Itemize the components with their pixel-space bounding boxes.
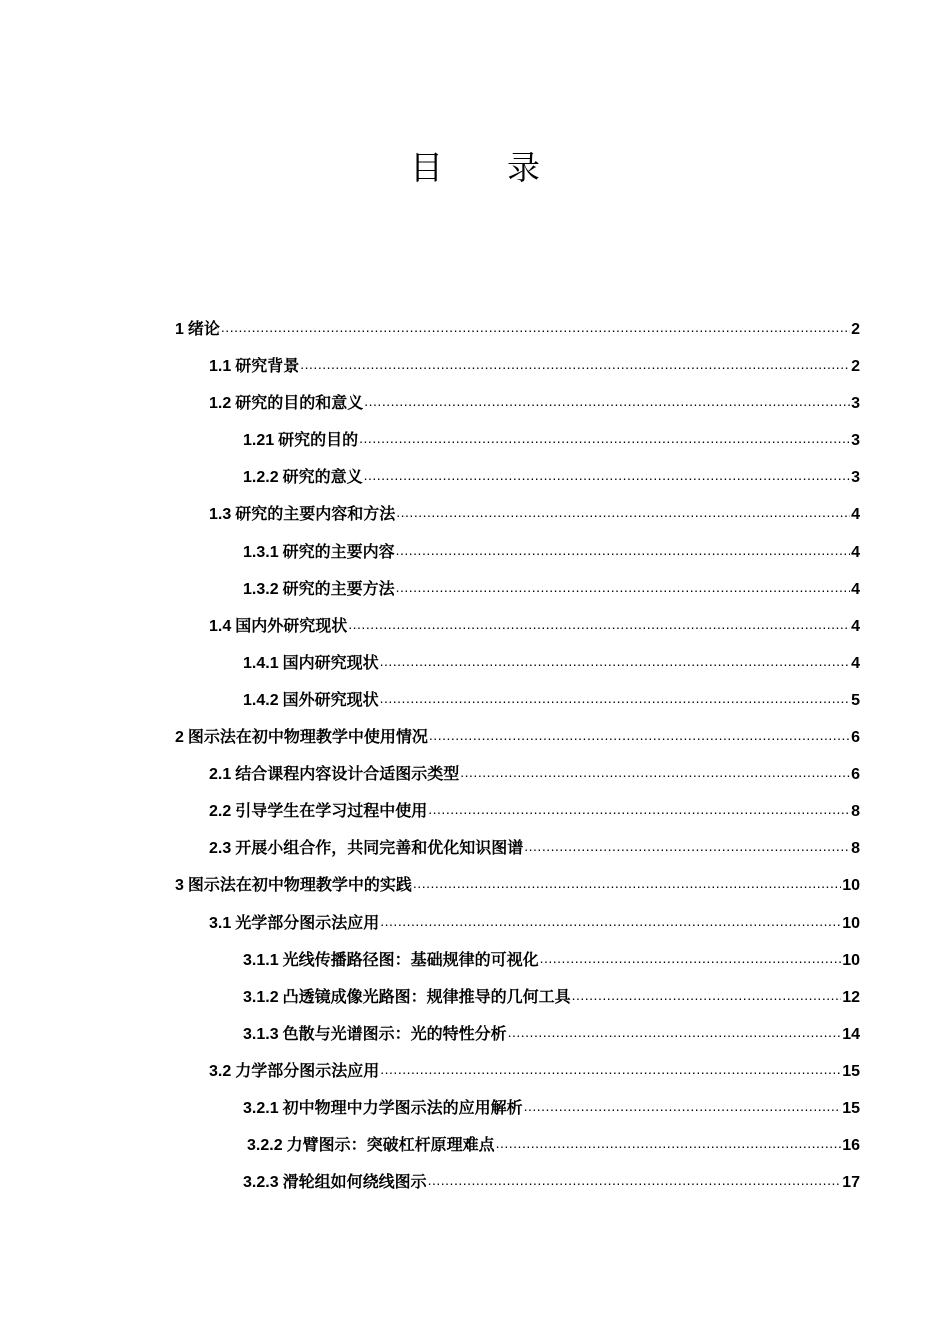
dot-leader (524, 837, 850, 853)
toc-entry-1-4-1[interactable]: 1.4.1 国内研究现状 ..... 4 (175, 652, 860, 689)
toc-entry-2-1[interactable]: 2.1 结合课程内容设计合适图示类型 ..... 6 (175, 763, 860, 800)
toc-entry-3-1-2[interactable]: 3.1.2 凸透镜成像光路图：规律推导的几何工具 ..... 12 (175, 986, 860, 1023)
dot-leader (524, 1097, 842, 1113)
dot-leader (380, 912, 841, 928)
toc-entry-3-1-1[interactable]: 3.1.1 光线传播路径图：基础规律的可视化 ..... 10 (175, 949, 860, 986)
dot-leader (396, 578, 850, 594)
toc-entry-3-1[interactable]: 3.1 光学部分图示法应用 ..... 10 (175, 912, 860, 949)
toc-entry-1-4-2[interactable]: 1.4.2 国外研究现状 ..... 5 (175, 689, 860, 726)
toc-entry-1[interactable]: 1 绪论 ..... 2 (175, 318, 860, 355)
dot-leader (300, 355, 850, 371)
dot-leader (380, 1060, 841, 1076)
dot-leader (364, 466, 850, 482)
dot-leader (364, 392, 850, 408)
table-of-contents (175, 318, 860, 1208)
toc-entry-3-2-2[interactable]: 3.2.2 力臂图示：突破杠杆原理难点 ..... 16 (175, 1134, 860, 1171)
toc-entry-3-2-3[interactable]: 3.2.3 滑轮组如何绕线图示 ..... 17 (175, 1171, 860, 1208)
page-title (0, 142, 950, 189)
dot-leader (460, 763, 850, 779)
dot-leader (428, 800, 850, 816)
dot-leader (508, 1023, 842, 1039)
toc-entry-1-1[interactable]: 1.1 研究背景 ..... 2 (175, 355, 860, 392)
dot-leader (221, 318, 850, 334)
dot-leader (348, 615, 850, 631)
dot-leader (380, 689, 850, 705)
toc-entry-1-3-2[interactable]: 1.3.2 研究的主要方法 ..... 4 (175, 578, 860, 615)
dot-leader (359, 429, 850, 445)
toc-entry-1-4[interactable]: 1.4 国内外研究现状 ..... 4 (175, 615, 860, 652)
toc-entry-1-3-1[interactable]: 1.3.1 研究的主要内容 ..... 4 (175, 541, 860, 578)
dot-leader (396, 503, 850, 519)
toc-entry-3-1-3[interactable]: 3.1.3 色散与光谱图示：光的特性分析 ..... 14 (175, 1023, 860, 1060)
dot-leader (540, 949, 842, 965)
toc-entry-1-2-2[interactable]: 1.2.2 研究的意义 ..... 3 (175, 466, 860, 503)
dot-leader (428, 1171, 842, 1187)
toc-entry-3-2-1[interactable]: 3.2.1 初中物理中力学图示法的应用解析 ..... 15 (175, 1097, 860, 1134)
toc-entry-3-2[interactable]: 3.2 力学部分图示法应用 ..... 15 (175, 1060, 860, 1097)
dot-leader (380, 652, 850, 668)
toc-entry-2[interactable]: 2 图示法在初中物理教学中使用情况 ..... 6 (175, 726, 860, 763)
toc-entry-1-2[interactable]: 1.2 研究的目的和意义 ..... 3 (175, 392, 860, 429)
toc-entry-3[interactable]: 3 图示法在初中物理教学中的实践 ..... 10 (175, 874, 860, 911)
toc-entry-1-2-1[interactable]: 1.21 研究的目的 ..... 3 (175, 429, 860, 466)
dot-leader (396, 541, 850, 557)
toc-entry-1-3[interactable]: 1.3 研究的主要内容和方法 ..... 4 (175, 503, 860, 540)
toc-entry-2-2[interactable]: 2.2 引导学生在学习过程中使用 ..... 8 (175, 800, 860, 837)
title-char-1: 目 (410, 148, 443, 187)
dot-leader (496, 1134, 842, 1150)
toc-entry-2-3[interactable]: 2.3 开展小组合作，共同完善和优化知识图谱 ..... 8 (175, 837, 860, 874)
dot-leader (413, 874, 841, 890)
dot-leader (572, 986, 842, 1002)
dot-leader (429, 726, 850, 742)
title-char-2: 录 (507, 148, 540, 187)
